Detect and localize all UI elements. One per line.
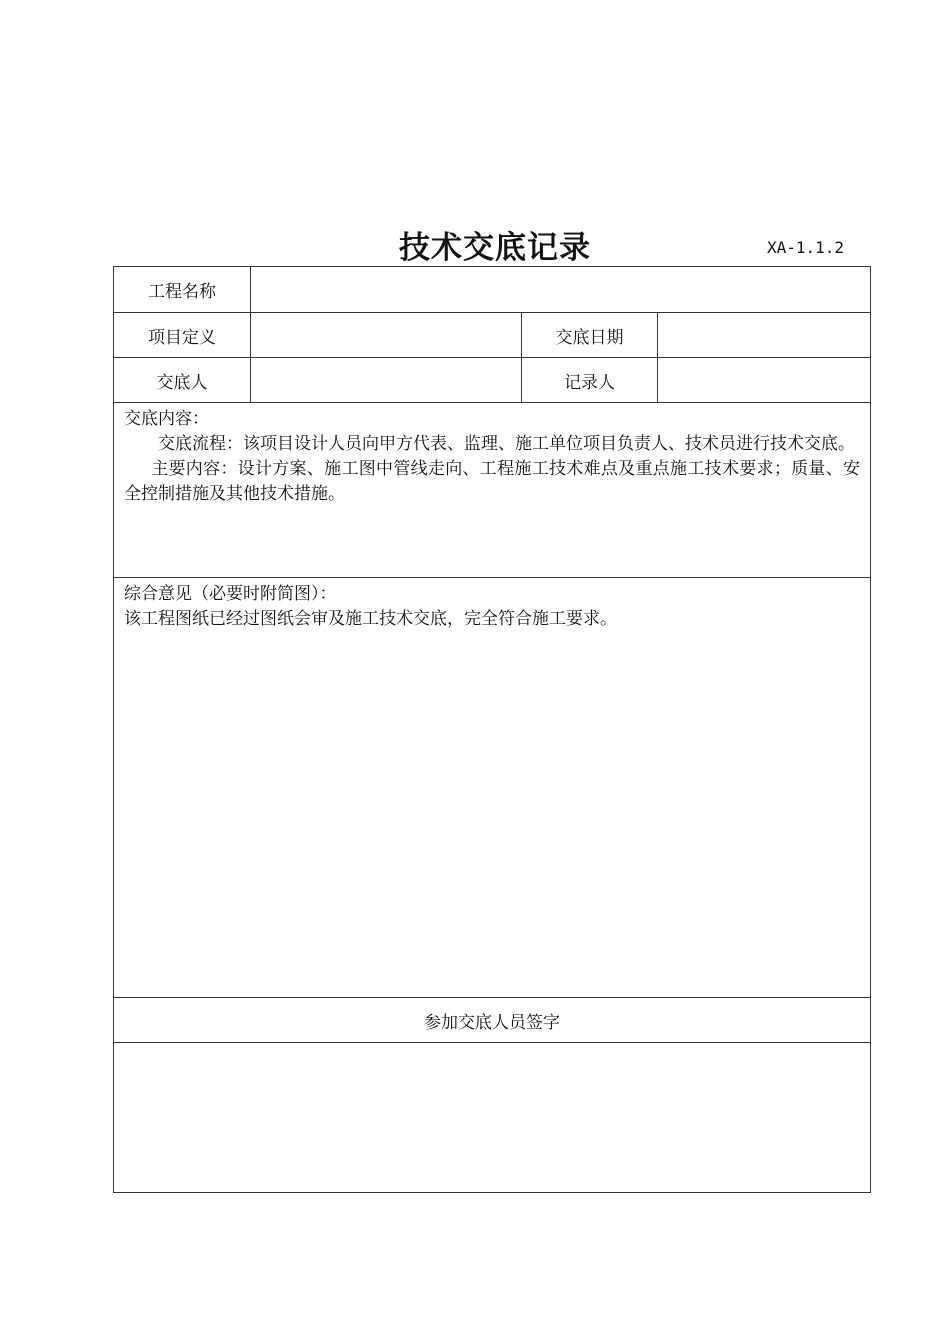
opinion-heading: 综合意见（必要时附简图）： (124, 584, 337, 604)
row-presenter (114, 358, 871, 403)
document-title: 技术交底记录 (399, 230, 591, 266)
presenter-label: 交底人 (114, 358, 251, 403)
content-cell[interactable] (114, 403, 871, 578)
project-name-label: 工程名称 (114, 267, 251, 313)
date-label: 交底日期 (522, 313, 658, 358)
row-project-definition (114, 313, 871, 358)
date-field[interactable] (658, 313, 871, 358)
recorder-field[interactable] (658, 358, 871, 403)
row-signature (114, 1043, 871, 1193)
content-heading: 交底内容： (124, 409, 209, 429)
opinion-text: 该工程图纸已经过图纸会审及施工技术交底，完全符合施工要求。 (124, 609, 617, 629)
opinion-cell[interactable] (114, 578, 871, 998)
content-main: 主要内容：设计方案、施工图中管线走向、工程施工技术难点及重点施工技术要求；质量、安全控制措施及其他技术措施。 (124, 459, 861, 504)
project-definition-label: 项目定义 (114, 313, 251, 358)
row-signature-heading (114, 998, 871, 1043)
record-table (113, 266, 871, 1193)
content-process: 交底流程：该项目设计人员向甲方代表、监理、施工单位项目负责人、技术员进行技术交底。 (158, 434, 855, 454)
row-project-name (114, 267, 871, 313)
signature-heading: 参加交底人员签字 (114, 998, 871, 1043)
project-definition-field[interactable] (251, 313, 522, 358)
form-code: XA-1.1.2 (767, 238, 845, 257)
row-opinion (114, 578, 871, 998)
signature-area[interactable] (114, 1043, 871, 1193)
row-content (114, 403, 871, 578)
presenter-field[interactable] (251, 358, 522, 403)
recorder-label: 记录人 (522, 358, 658, 403)
project-name-field[interactable] (251, 267, 871, 313)
